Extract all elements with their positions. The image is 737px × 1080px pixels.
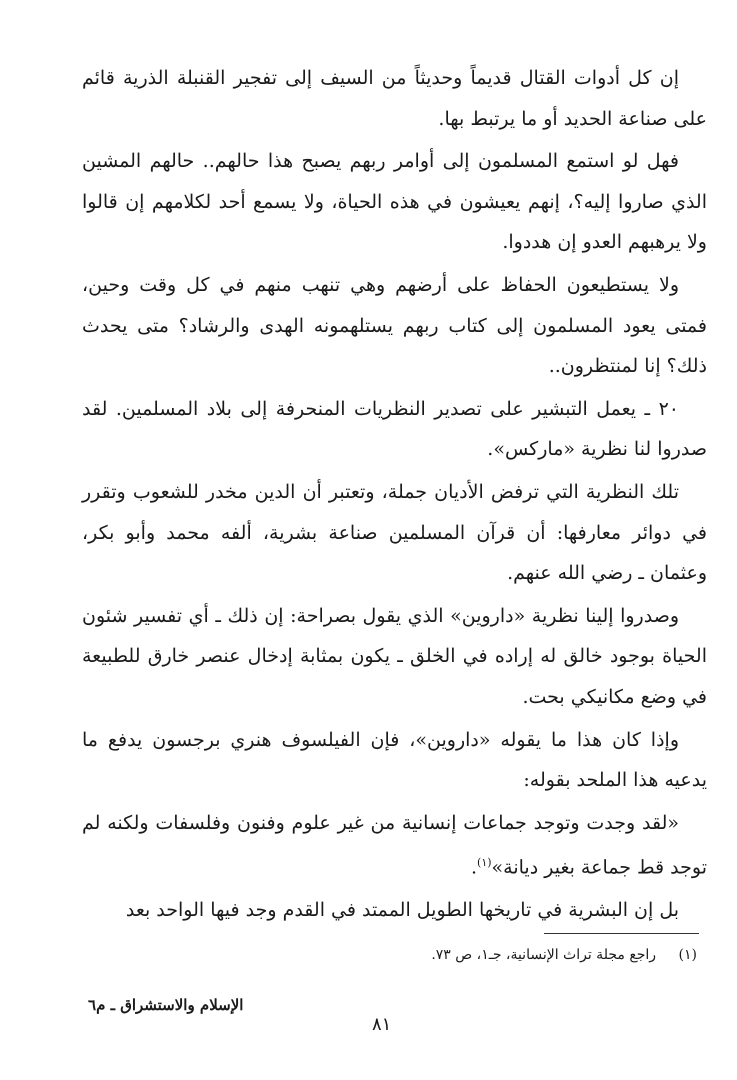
paragraph-8-quote: «لقد وجدت وتوجد جماعات إنسانية من غير علوم وفنون وفلسفات ولكنه لم توجد قط جماعة بغير ديانة»$^{(١)}$. [82,811,707,879]
body-text [82,58,707,931]
footnote-divider [544,933,699,934]
paragraph-4: ٢٠ ـ يعمل التبشير على تصدير النظريات المنحرفة إلى بلاد المسلمين. لقد صدروا لنا نظرية «ماركس». [82,397,707,461]
paragraph-5: تلك النظرية التي ترفض الأديان جملة، وتعتبر أن الدين مخدر للشعوب وتقرر في دوائر معارفها: أن قرآن المسلمين صناعة بشرية، ألفه محمد وأبو بكر، وعثمان ـ رضي الله عنهم. [82,480,707,585]
footnote-text: راجع مجلة تراث الإنسانية، جـ١، ص ٧٣. [431,947,657,963]
footnote-marker: (١) [477,856,492,870]
paragraph-6: وصدروا إلينا نظرية «داروين» الذي يقول بصراحة: إن ذلك ـ أي تفسير شئون الحياة بوجود خالق له إراده في الخلق ـ يكون بمثابة إدخال عنصر خارق للطبيعة في وضع مكانيكي بحت. [82,604,707,708]
paragraph-3: ولا يستطيعون الحفاظ على أرضهم وهي تنهب منهم في كل وقت وحين، فمتى يعود المسلمون إلى كتاب ربهم يستلهمونه الهدى والرشاد؟ متى يحدث ذلك؟ إنا لمنتظرون.. [82,273,707,378]
footnote [82,944,697,966]
paragraph-7: وإذا كان هذا ما يقوله «داروين»، فإن الفيلسوف هنري برجسون يدفع ما يدعيه هذا الملحد بقوله: [82,728,707,792]
paragraph-9: بل إن البشرية في تاريخها الطويل الممتد في القدم وجد فيها الواحد بعد [125,899,679,922]
quote-text: «لقد وجدت وتوجد جماعات إنسانية من غير علوم وفنون وفلسفات ولكنه لم توجد قط جماعة بغير ديانة» [82,811,707,879]
running-title: الإسلام والاستشراق ـ م٦ [88,996,244,1014]
footnote-number: (١) [678,947,697,963]
paragraph-2: فهل لو استمع المسلمون إلى أوامر ربهم يصبح هذا حالهم.. حالهم المشين الذي صاروا إليه؟، إنهم يعيشون في هذه الحياة، ولا يسمع أحد لكلامهم إن قالوا ولا يرهبهم العدو إن هددوا. [82,150,707,254]
paragraph-1: إن كل أدوات القتال قديماً وحديثاً من السيف إلى تفجير القنبلة الذرية قائم على صناعة الحديد أو ما يرتبط بها. [82,67,707,130]
page-number: ٨١ [372,1014,392,1035]
